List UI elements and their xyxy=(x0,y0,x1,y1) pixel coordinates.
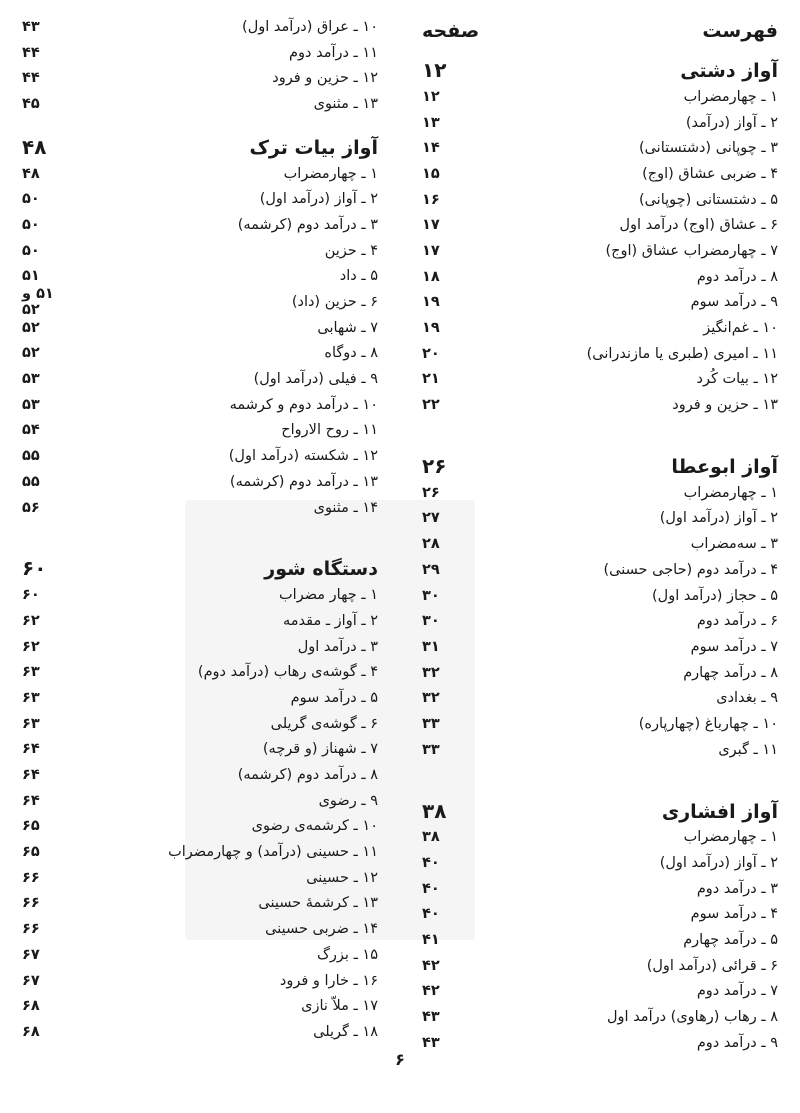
entry-page: ۳۲ xyxy=(422,664,440,681)
toc-entry xyxy=(22,341,378,367)
toc-entry xyxy=(422,711,778,737)
entry-page: ۶۵ xyxy=(22,818,40,835)
entry-title: ۱۳ ـ کرشمهٔ حسینی xyxy=(258,895,378,912)
entry-page: ۱۳ xyxy=(422,114,440,131)
toc-section xyxy=(22,125,378,521)
entry-page: ۱۹ xyxy=(422,320,440,337)
entry-title: ۷ ـ شهابی xyxy=(317,319,378,336)
entry-title: ۱۰ ـ کرشمه‌ی رضوی xyxy=(251,818,378,835)
entry-title: ۳ ـ درآمد دوم xyxy=(696,880,778,897)
entry-page: ۶۶ xyxy=(22,921,40,938)
entry-title: ۱۰ ـ عراق (درآمد اول) xyxy=(242,18,378,35)
toc-entry xyxy=(422,634,778,660)
entry-page: ۶۷ xyxy=(22,972,40,989)
entry-title: ۱ ـ چهارمضراب xyxy=(283,165,378,182)
entry-title: ۱۰ ـ غم‌انگیز xyxy=(703,320,778,337)
entry-title: ۶ ـ عشاق (اوج) درآمد اول xyxy=(619,217,778,234)
entry-title: ۴ ـ درآمد سوم xyxy=(690,906,778,923)
section-page: ۴۸ xyxy=(22,134,47,159)
toc-entry xyxy=(22,286,378,319)
entry-title: ۱۴ ـ مثنوی xyxy=(313,499,378,516)
section-title: آواز دشتی xyxy=(680,60,778,82)
toc-entry xyxy=(22,264,378,290)
entry-title: ۹ ـ درآمد دوم xyxy=(696,1034,778,1051)
entry-title: ۱۲ ـ حسینی xyxy=(306,869,378,886)
entry-page: ۴۳ xyxy=(422,1009,440,1026)
toc-entry xyxy=(22,495,378,521)
entry-title: ۱۷ ـ ملاّ نازی xyxy=(301,998,378,1015)
toc-entry xyxy=(22,942,378,968)
entry-title: ۱۴ ـ ضربی حسینی xyxy=(265,921,378,938)
entry-page: ۲۶ xyxy=(422,484,440,501)
entry-title: ۸ ـ درآمد چهارم xyxy=(683,664,778,681)
left-sections xyxy=(22,125,378,1045)
entry-page: ۶۶ xyxy=(22,869,40,886)
toc-entry xyxy=(422,212,778,238)
entry-page: ۶۲ xyxy=(22,612,40,629)
entry-title: ۳ ـ درآمد اول xyxy=(297,638,378,655)
entry-title: ۷ ـ چهارمضراب عشاق (اوج) xyxy=(605,242,778,259)
toc-entry xyxy=(22,788,378,814)
toc-entry xyxy=(422,315,778,341)
toc-entry xyxy=(22,737,378,763)
entry-page: ۶۳ xyxy=(22,715,40,732)
toc-entry xyxy=(22,685,378,711)
entry-title: ۳ ـ سه‌مضراب xyxy=(690,536,778,553)
toc-entry xyxy=(22,186,378,212)
page-column-label: صفحه xyxy=(422,20,480,42)
entry-title: ۵ ـ داد xyxy=(339,268,378,285)
entry-title: ۶ ـ قرائی (درآمد اول) xyxy=(646,957,778,974)
entry-page: ۶۸ xyxy=(22,998,40,1015)
toc-entry xyxy=(422,583,778,609)
toc-entry xyxy=(422,531,778,557)
entry-title: ۲ ـ آواز (درآمد) xyxy=(685,114,778,131)
left-continued-items xyxy=(22,14,378,117)
toc-entry xyxy=(22,891,378,917)
toc-entry xyxy=(422,110,778,136)
entry-title: ۸ ـ درآمد دوم (کرشمه) xyxy=(237,767,378,784)
entry-page: ۶۳ xyxy=(22,664,40,681)
entry-page: ۳۲ xyxy=(422,690,440,707)
entry-page: ۵۰ xyxy=(22,191,40,208)
entry-page: ۱۷ xyxy=(422,242,440,259)
toc-section xyxy=(422,789,778,1056)
entry-page: ۵۲ xyxy=(22,319,40,336)
section-heading xyxy=(422,444,778,480)
toc-entry xyxy=(22,418,378,444)
entry-title: ۱۳ ـ مثنوی xyxy=(313,95,378,112)
toc-entry xyxy=(22,238,378,264)
toc-entry xyxy=(422,660,778,686)
toc-entry xyxy=(22,839,378,865)
toc-entry xyxy=(22,634,378,660)
toc-entry xyxy=(422,290,778,316)
entry-title: ۳ ـ درآمد دوم (کرشمه) xyxy=(237,216,378,233)
toc-entry xyxy=(22,865,378,891)
entry-page: ۳۱ xyxy=(422,638,440,655)
toc-entry xyxy=(422,850,778,876)
entry-page: ۴۰ xyxy=(422,880,440,897)
entry-page: ۲۲ xyxy=(422,397,440,414)
entry-page: ۶۲ xyxy=(22,638,40,655)
entry-page: ۲۱ xyxy=(422,371,440,388)
entry-title: ۲ ـ آواز (درآمد اول) xyxy=(259,191,378,208)
entry-title: ۵ ـ حجاز (درآمد اول) xyxy=(652,587,778,604)
entry-page: ۵۳ xyxy=(22,396,40,413)
entry-page: ۵۳ xyxy=(22,371,40,388)
toc-entry xyxy=(422,187,778,213)
section-heading xyxy=(422,789,778,825)
entry-title: ۴ ـ حزین xyxy=(324,242,378,259)
entry-page: ۴۳ xyxy=(22,18,40,35)
entry-title: ۷ ـ شهناز (و قرچه) xyxy=(262,741,378,758)
entry-page: ۵۱ xyxy=(22,268,40,285)
entry-page: ۴۲ xyxy=(422,957,440,974)
section-page: ۳۸ xyxy=(422,798,447,823)
toc-entry xyxy=(422,737,778,763)
page-number: ۶ xyxy=(395,1050,405,1069)
toc-entry xyxy=(22,65,378,91)
entry-page: ۵۶ xyxy=(22,499,40,516)
entry-page: ۴۲ xyxy=(422,983,440,1000)
entry-title: ۹ ـ رضوی xyxy=(318,792,378,809)
toc-entry xyxy=(422,685,778,711)
toc-entry xyxy=(22,659,378,685)
right-sections xyxy=(422,48,778,1056)
entry-page: ۵۵ xyxy=(22,473,40,490)
entry-title: ۱۳ ـ حزین و فرود xyxy=(672,397,778,414)
right-column xyxy=(422,14,778,1082)
toc-entry xyxy=(422,392,778,418)
section-title: آواز ابوعطا xyxy=(671,455,778,478)
entry-page: ۴۱ xyxy=(422,932,440,949)
entry-title: ۱۰ ـ درآمد دوم و کرشمه xyxy=(229,396,378,413)
entry-page: ۱۴ xyxy=(422,140,440,157)
entry-page: ۶۶ xyxy=(22,895,40,912)
entry-title: ۵ ـ درآمد سوم xyxy=(290,689,378,706)
entry-page: ۱۸ xyxy=(422,268,440,285)
toc-entry xyxy=(22,366,378,392)
entry-title: ۴ ـ درآمد دوم (حاجی حسنی) xyxy=(603,561,778,578)
entry-page: ۳۰ xyxy=(422,587,440,604)
entry-title: ۱۶ ـ خارا و فرود xyxy=(279,972,378,989)
entry-page: ۲۸ xyxy=(422,536,440,553)
entry-title: ۱۱ ـ حسینی (درآمد) و چهارمضراب xyxy=(168,844,378,861)
toc-entry xyxy=(422,825,778,851)
entry-title: ۵ ـ درآمد چهارم xyxy=(683,932,778,949)
toc-entry xyxy=(422,902,778,928)
entry-title: ۹ ـ بغدادی xyxy=(716,690,778,707)
section-page: ۱۲ xyxy=(422,58,447,82)
toc-entry xyxy=(22,968,378,994)
toc-entry xyxy=(22,161,378,187)
entry-title: ۲ ـ آواز (درآمد اول) xyxy=(659,510,778,527)
entry-title: ۸ ـ درآمد دوم xyxy=(696,268,778,285)
entry-title: ۹ ـ درآمد سوم xyxy=(690,294,778,311)
entry-page: ۴۴ xyxy=(22,44,40,61)
entry-title: ۲ ـ آواز (درآمد اول) xyxy=(659,855,778,872)
entry-title: ۲ ـ آواز ـ مقدمه xyxy=(282,612,378,629)
entry-title: ۱۸ ـ گریلی xyxy=(313,1023,378,1040)
toc-entry xyxy=(422,238,778,264)
entry-title: ۴ ـ ضربی عشاق (اوج) xyxy=(642,165,778,182)
entry-page: ۴۵ xyxy=(22,95,40,112)
entry-title: ۱ ـ چهارمضراب xyxy=(683,88,778,105)
entry-page: ۴۸ xyxy=(22,165,40,182)
toc-entry xyxy=(22,993,378,1019)
toc-entry xyxy=(22,315,378,341)
toc-section xyxy=(422,48,778,418)
toc-entry xyxy=(22,608,378,634)
toc-entry xyxy=(422,1004,778,1030)
entry-page: ۶۴ xyxy=(22,741,40,758)
entry-page: ۴۳ xyxy=(422,1034,440,1051)
entry-page: ۱۹ xyxy=(422,294,440,311)
toc-entry xyxy=(22,392,378,418)
entry-title: ۱۲ ـ حزین و فرود xyxy=(272,70,378,87)
entry-page: ۱۶ xyxy=(422,191,440,208)
entry-page: ۳۸ xyxy=(422,829,440,846)
entry-page: ۶۴ xyxy=(22,792,40,809)
entry-page: ۶۸ xyxy=(22,1023,40,1040)
entry-title: ۹ ـ فیلی (درآمد اول) xyxy=(253,371,378,388)
entry-page: ۶۴ xyxy=(22,767,40,784)
entry-page: ۵۰ xyxy=(22,242,40,259)
entry-page: ۱۵ xyxy=(422,165,440,182)
entry-title: ۶ ـ درآمد دوم xyxy=(696,613,778,630)
toc-entry xyxy=(22,814,378,840)
entry-title: ۷ ـ درآمد دوم xyxy=(696,983,778,1000)
toc-entry xyxy=(22,916,378,942)
toc-entry xyxy=(22,1019,378,1045)
toc-entry xyxy=(22,443,378,469)
entry-title: ۳ ـ چوپانی (دشتستانی) xyxy=(638,140,778,157)
toc-entry xyxy=(422,161,778,187)
toc-entry xyxy=(22,711,378,737)
toc-entry xyxy=(422,979,778,1005)
entry-title: ۱۲ ـ شکسته (درآمد اول) xyxy=(228,448,378,465)
entry-title: ۵ ـ دشتستانی (چوپانی) xyxy=(638,191,778,208)
section-heading xyxy=(422,48,778,84)
entry-title: ۱۱ ـ درآمد دوم xyxy=(289,44,378,61)
entry-page: ۵۵ xyxy=(22,448,40,465)
entry-page: ۵۲ xyxy=(22,345,40,362)
entry-title: ۱۲ ـ بیات کُرد xyxy=(696,371,778,388)
section-page: ۶۰ xyxy=(22,556,47,581)
toc-entry xyxy=(22,91,378,117)
entry-page: ۳۰ xyxy=(422,613,440,630)
entry-title: ۱۳ ـ درآمد دوم (کرشمه) xyxy=(229,473,378,490)
toc-title: فهرست xyxy=(702,20,778,42)
entry-title: ۱ ـ چهارمضراب xyxy=(683,829,778,846)
section-heading xyxy=(22,546,378,582)
entry-page: ۶۰ xyxy=(22,587,40,604)
toc-entry xyxy=(22,762,378,788)
entry-page: ۲۰ xyxy=(422,345,440,362)
toc-entry xyxy=(422,264,778,290)
entry-page: ۱۲ xyxy=(422,88,440,105)
entry-title: ۱ ـ چهارمضراب xyxy=(683,484,778,501)
toc-header xyxy=(422,14,778,48)
entry-title: ۶ ـ گوشه‌ی گریلی xyxy=(270,715,378,732)
toc-entry xyxy=(22,40,378,66)
toc-entry xyxy=(422,876,778,902)
entry-page: ۲۹ xyxy=(422,561,440,578)
toc-entry xyxy=(422,367,778,393)
entry-title: ۶ ـ حزین (داد) xyxy=(291,294,378,311)
entry-page: ۶۷ xyxy=(22,946,40,963)
section-heading xyxy=(22,125,378,161)
toc-entry xyxy=(422,927,778,953)
toc-entry xyxy=(422,506,778,532)
section-title: دستگاه شور xyxy=(264,558,378,581)
toc-entry xyxy=(422,608,778,634)
entry-title: ۱۱ ـ امیری (طبری یا مازندرانی) xyxy=(586,345,778,362)
toc-entry xyxy=(22,14,378,40)
entry-page: ۲۷ xyxy=(422,510,440,527)
entry-page: ۵۰ xyxy=(22,216,40,233)
section-title: آواز بیات ترک xyxy=(249,136,378,159)
entry-page: ۵۱ و ۵۲ xyxy=(22,286,54,319)
toc-entry xyxy=(422,480,778,506)
entry-page: ۳۳ xyxy=(422,741,440,758)
entry-page: ۶۳ xyxy=(22,689,40,706)
entry-title: ۱۵ ـ بزرگ xyxy=(316,946,378,963)
toc-section xyxy=(422,444,778,763)
toc-entry xyxy=(422,341,778,367)
entry-title: ۱۰ ـ چهارباغ (چهارپاره) xyxy=(638,715,778,732)
entry-title: ۸ ـ رهاب (رهاوی) درآمد اول xyxy=(607,1009,778,1026)
toc-entry xyxy=(22,582,378,608)
toc-section xyxy=(22,546,378,1044)
entry-page: ۴۴ xyxy=(22,70,40,87)
toc-entry xyxy=(422,84,778,110)
toc-entry xyxy=(422,557,778,583)
toc-entry xyxy=(422,135,778,161)
entry-title: ۱۱ ـ گبری xyxy=(718,741,778,758)
entry-title: ۴ ـ گوشه‌ی رهاب (درآمد دوم) xyxy=(197,664,378,681)
entry-title: ۱ ـ چهار مضراب xyxy=(279,587,378,604)
toc-entry xyxy=(22,212,378,238)
entry-title: ۱۱ ـ روح الارواح xyxy=(281,422,378,439)
entry-page: ۵۴ xyxy=(22,422,40,439)
toc-entry xyxy=(22,469,378,495)
entry-page: ۴۰ xyxy=(422,906,440,923)
left-column xyxy=(22,14,378,1071)
entry-page: ۶۵ xyxy=(22,844,40,861)
entry-title: ۷ ـ درآمد سوم xyxy=(690,638,778,655)
toc-entry xyxy=(422,953,778,979)
entry-page: ۴۰ xyxy=(422,855,440,872)
entry-page: ۳۳ xyxy=(422,715,440,732)
section-title: آواز افشاری xyxy=(661,800,778,823)
section-page: ۲۶ xyxy=(422,453,447,478)
entry-page: ۱۷ xyxy=(422,217,440,234)
entry-title: ۸ ـ دوگاه xyxy=(324,345,378,362)
